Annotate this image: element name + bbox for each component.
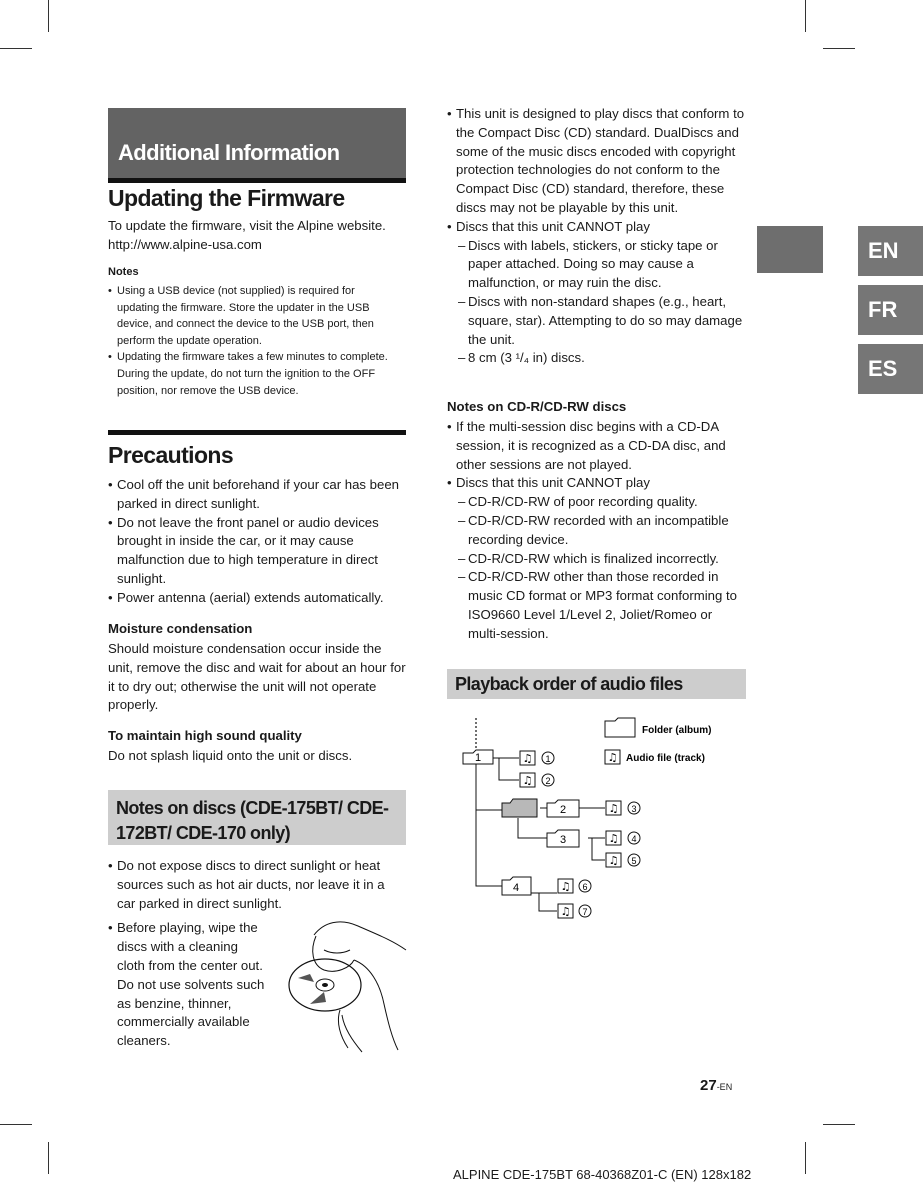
list-item: – CD-R/CD-RW recorded with an incompatible recording device. — [458, 512, 745, 550]
list-item: • Using a USB device (not supplied) is required for updating the firmware. Store the updater in the USB device, and connect the device to the USB port, then perform the update operation. — [108, 283, 400, 349]
playback-diagram — [455, 715, 725, 925]
audio-file-icon — [558, 904, 591, 918]
firmware-intro: To update the firmware, visit the Alpine website. — [108, 218, 386, 233]
list-item: • Do not expose discs to direct sunlight or heat sources such as hot air ducts, nor leave it in a car parked in direct sunlight. — [108, 857, 398, 913]
cdr-cannot-list — [456, 493, 745, 643]
list-item: • If the multi-session disc begins with a CD-DA session, it is recognized as a CD-DA disc, and other sessions are not played. — [447, 418, 745, 474]
list-item: • Before playing, wipe the discs with a cleaning cloth from the center out. Do not use solvents such as benzine, thinner, commercially available cleaners. — [108, 919, 267, 1051]
svg-text:♫: ♫ — [522, 752, 533, 765]
crop-mark — [0, 48, 32, 49]
svg-text:♫: ♫ — [608, 832, 619, 845]
folder-icon — [463, 750, 493, 764]
page-number — [700, 1077, 732, 1094]
tab-en[interactable] — [858, 226, 923, 276]
moisture-text: Should moisture condensation occur inside the unit, remove the disc and wait for about an hour for it to dry out; otherwise the unit will not operate properly. — [108, 641, 406, 713]
section-band — [108, 108, 406, 183]
audio-file-icon — [558, 879, 591, 893]
svg-text:♫: ♫ — [560, 905, 571, 918]
legend-file — [605, 750, 705, 764]
cannot-play-label: Discs that this unit CANNOT play — [456, 218, 650, 234]
folder-label: 3 — [559, 834, 567, 846]
folder-icon-highlighted — [502, 799, 537, 817]
crop-mark — [805, 1142, 806, 1174]
cd-notes-list — [447, 105, 745, 368]
list-item: • Power antenna (aerial) extends automatically. — [108, 589, 406, 608]
audio-file-icon — [520, 751, 554, 765]
tab-es-label: ES — [868, 356, 898, 381]
cdr-heading: Notes on CD-R/CD-RW discs — [447, 399, 627, 414]
list-item: – CD-R/CD-RW of poor recording quality. — [458, 493, 745, 512]
list-item — [447, 218, 745, 368]
crop-mark — [48, 0, 49, 32]
crop-mark — [823, 1124, 855, 1125]
list-item: – 8 cm (3 ¹/₄ in) discs. — [458, 349, 745, 368]
precautions-list — [108, 476, 406, 608]
crop-mark — [823, 48, 855, 49]
sound-heading: To maintain high sound quality — [108, 728, 302, 743]
section-rule — [108, 430, 406, 435]
track-number: 6 — [582, 882, 588, 892]
cannot-play-list — [456, 237, 745, 369]
svg-text:♫: ♫ — [608, 802, 619, 815]
moisture-heading: Moisture condensation — [108, 621, 253, 636]
track-number: 5 — [631, 856, 637, 866]
folder-icon — [547, 800, 579, 817]
legend-file-label: Audio file (track) — [626, 753, 705, 764]
page-number-value: 27 — [700, 1077, 717, 1094]
tab-en-label: EN — [868, 238, 899, 263]
audio-file-icon — [520, 773, 554, 787]
tab-marker — [757, 226, 823, 273]
track-number: 1 — [545, 754, 551, 764]
list-item: – CD-R/CD-RW other than those recorded in music CD format or MP3 format conforming to ISO9660 Level 1/Level 2, Joliet/Romeo or multi-session. — [458, 568, 745, 643]
cdr-list — [447, 418, 745, 644]
list-item — [447, 474, 745, 643]
sound-text: Do not splash liquid onto the unit or discs. — [108, 748, 353, 763]
list-item: • This unit is designed to play discs that conform to the Compact Disc (CD) standard. DualDiscs and some of the music discs encoded with copyright protection technologies do not conform to the Compact Disc (CD) standard, therefore, these discs may not be playable by this unit. — [447, 105, 745, 218]
folder-icon — [547, 830, 579, 847]
list-item: • Do not leave the front panel or audio devices brought in inside the car, or it may cause malfunction due to high temperature in direct sunlight. — [108, 514, 406, 589]
list-item: – CD-R/CD-RW which is finalized incorrectly. — [458, 550, 745, 569]
page-number-suffix: -EN — [716, 1082, 733, 1092]
precautions-heading: Precautions — [108, 442, 234, 468]
firmware-url[interactable]: http://www.alpine-usa.com — [108, 237, 262, 252]
playback-heading: Playback order of audio files — [455, 674, 683, 694]
svg-text:♫: ♫ — [607, 751, 618, 764]
folder-label: 2 — [559, 804, 567, 816]
cdr-cannot-label: Discs that this unit CANNOT play — [456, 475, 650, 491]
tab-es[interactable] — [858, 344, 923, 394]
folder-icon — [502, 877, 531, 895]
notes-label: Notes — [108, 266, 139, 278]
tab-fr[interactable] — [858, 285, 923, 335]
discs-heading: Notes on discs (CDE-175BT/ CDE-172BT/ CDE-170 only) — [116, 798, 389, 843]
doc-code: ALPINE CDE-175BT 68-40368Z01-C (EN) 128x182 — [453, 1167, 752, 1182]
track-number: 2 — [545, 776, 551, 786]
audio-file-icon — [606, 801, 640, 815]
track-number: 7 — [582, 907, 588, 917]
disc-cleaning-illustration — [280, 910, 410, 1055]
audio-file-icon — [606, 831, 640, 845]
tab-fr-label: FR — [868, 297, 898, 322]
track-number: 3 — [631, 804, 637, 814]
crop-mark — [805, 0, 806, 32]
list-item: – Discs with labels, stickers, or sticky tape or paper attached. Doing so may cause a malfunction, or may ruin the disc. — [458, 237, 745, 293]
list-item: • Updating the firmware takes a few minutes to complete. During the update, do not turn the ignition to the OFF position, nor remove the USB device. — [108, 349, 400, 399]
track-number: 4 — [631, 834, 637, 844]
folder-label: 4 — [512, 882, 520, 894]
crop-mark — [48, 1142, 49, 1174]
list-item: • Cool off the unit beforehand if your car has been parked in direct sunlight. — [108, 476, 406, 514]
audio-file-icon — [606, 853, 640, 867]
firmware-notes — [108, 283, 400, 399]
svg-text:♫: ♫ — [560, 880, 571, 893]
legend-folder — [605, 718, 711, 737]
section-title: Additional Information — [118, 140, 340, 165]
svg-text:♫: ♫ — [522, 774, 533, 787]
folder-label: 1 — [474, 752, 482, 764]
list-item: – Discs with non-standard shapes (e.g., heart, square, star). Attempting to do so may damage the unit. — [458, 293, 745, 349]
svg-text:♫: ♫ — [608, 854, 619, 867]
crop-mark — [0, 1124, 32, 1125]
firmware-heading: Updating the Firmware — [108, 185, 345, 211]
legend-folder-label: Folder (album) — [642, 725, 712, 736]
